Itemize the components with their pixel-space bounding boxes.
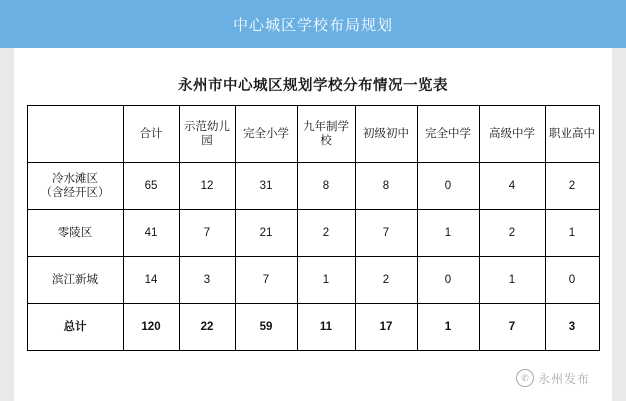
row-header-total (27, 304, 123, 351)
column-header-nine-year-school: 九年制学校 (297, 106, 355, 163)
cell-value: 2 (479, 210, 545, 257)
column-header-model-kindergarten: 示范幼儿园 (179, 106, 235, 163)
cell-value: 12 (179, 163, 235, 210)
left-gutter (0, 48, 14, 401)
cell-value: 22 (179, 304, 235, 351)
wechat-icon: ✆ (516, 369, 534, 387)
column-header-vocational-high: 职业高中 (545, 106, 599, 163)
column-header-junior-middle: 初级初中 (355, 106, 417, 163)
cell-value: 3 (545, 304, 599, 351)
table-row (27, 210, 599, 257)
watermark (516, 369, 590, 387)
cell-value: 2 (297, 210, 355, 257)
cell-value: 3 (179, 257, 235, 304)
cell-value: 7 (235, 257, 297, 304)
table-corner-cell (27, 106, 123, 163)
document-title: 永州市中心城区规划学校分布情况一览表 (178, 78, 448, 94)
cell-value: 21 (235, 210, 297, 257)
table-header-row (27, 106, 599, 163)
row-header-line: 冷水滩区 (52, 172, 98, 185)
row-header-line: 滨江新城 (52, 273, 98, 286)
cell-value: 0 (417, 257, 479, 304)
cell-value: 8 (297, 163, 355, 210)
right-gutter (612, 48, 626, 401)
table-row-total (27, 304, 599, 351)
cell-value: 7 (179, 210, 235, 257)
school-distribution-table (27, 105, 600, 351)
cell-value: 7 (355, 210, 417, 257)
column-header-primary-school: 完全小学 (235, 106, 297, 163)
row-header-line: 总计 (63, 320, 87, 333)
cell-value: 59 (235, 304, 297, 351)
column-header-total: 合计 (123, 106, 179, 163)
watermark-label: 永州发布 (537, 371, 590, 386)
row-header-line: （含经开区） (40, 187, 110, 199)
cell-value: 14 (123, 257, 179, 304)
column-header-senior-middle: 高级中学 (479, 106, 545, 163)
table-header (27, 106, 599, 163)
page-banner (0, 0, 626, 48)
cell-value: 120 (123, 304, 179, 351)
column-header-complete-middle: 完全中学 (417, 106, 479, 163)
cell-value: 1 (545, 210, 599, 257)
table-row (27, 257, 599, 304)
table-row (27, 163, 599, 210)
banner-title: 中心城区学校布局规划 (232, 16, 393, 34)
cell-value: 1 (479, 257, 545, 304)
cell-value: 65 (123, 163, 179, 210)
cell-value: 1 (417, 304, 479, 351)
table-body (27, 163, 599, 351)
cell-value: 11 (297, 304, 355, 351)
row-header-line: 零陵区 (57, 226, 93, 239)
cell-value: 4 (479, 163, 545, 210)
cell-value: 41 (123, 210, 179, 257)
row-header-lingling (27, 210, 123, 257)
cell-value: 8 (355, 163, 417, 210)
cell-value: 17 (355, 304, 417, 351)
cell-value: 2 (355, 257, 417, 304)
cell-value: 7 (479, 304, 545, 351)
document-sheet (14, 48, 612, 401)
cell-value: 0 (417, 163, 479, 210)
cell-value: 2 (545, 163, 599, 210)
row-header-binjiang-new-city (27, 257, 123, 304)
row-header-lengshuitan (27, 163, 123, 210)
cell-value: 31 (235, 163, 297, 210)
cell-value: 1 (297, 257, 355, 304)
cell-value: 1 (417, 210, 479, 257)
cell-value: 0 (545, 257, 599, 304)
